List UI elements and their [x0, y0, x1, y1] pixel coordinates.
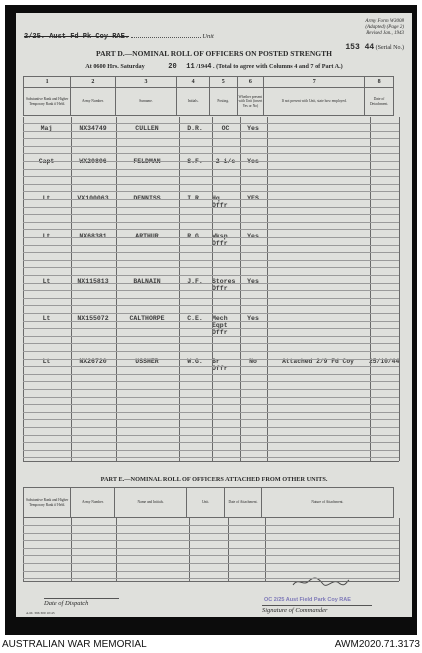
- part-d-row-rule: [23, 252, 399, 253]
- row-1-number: NX34749: [79, 125, 107, 132]
- col-num-2: 2: [71, 77, 115, 88]
- row-7-surname: USSHER: [135, 358, 159, 365]
- part-d-row-rule: [23, 305, 399, 306]
- row-6-present: Yes: [247, 315, 259, 322]
- part-d-row-rule: [23, 169, 399, 170]
- army-form-page: [16, 13, 412, 617]
- row-2-present: Yes: [247, 158, 259, 165]
- date-day: 20: [168, 63, 177, 71]
- col-header-employed: If not present with Unit, state how employed.: [264, 88, 365, 116]
- row-2-posting: 2 i/c: [215, 158, 236, 165]
- unit-line: [24, 33, 214, 41]
- part-d-row-rule: [23, 199, 399, 200]
- part-d-row-rule: [23, 161, 399, 162]
- part-d-row-rule: [23, 260, 399, 261]
- row-7-present: No: [249, 358, 257, 365]
- part-d-row-rule: [23, 313, 399, 314]
- unit-typed: 2/25. Aust Fd Pk Coy RAE.: [24, 33, 130, 41]
- e-col-header-name: Name and Initials.: [115, 488, 187, 518]
- row-3-initials: I.R.: [187, 195, 203, 202]
- part-e-row-rule: [23, 571, 399, 572]
- part-d-row-rule: [23, 419, 399, 420]
- part-d-row-rule: [23, 336, 399, 337]
- col-num-5: 5: [209, 77, 237, 88]
- serial-typed: 153 44: [345, 43, 375, 52]
- part-d-row-rule: [23, 267, 399, 268]
- row-7-number: NX26720: [79, 358, 107, 365]
- part-e-column-rule: [399, 518, 400, 581]
- part-d-row-rule: [23, 321, 399, 322]
- caption-accession: AWM2020.71.3173: [334, 639, 420, 650]
- col-header-surname: Surname.: [115, 88, 177, 116]
- part-d-row-rule: [23, 359, 399, 360]
- part-e-row-rule: [23, 540, 399, 541]
- part-e-row-rule: [23, 578, 399, 579]
- row-4-present: Yes: [247, 233, 259, 240]
- row-5-posting: Stores Offr: [212, 278, 236, 292]
- part-d-row-rule: [23, 389, 399, 390]
- part-d-row-rule: [23, 214, 399, 215]
- part-d-row-rule: [23, 123, 399, 124]
- col-num-7: 7: [264, 77, 365, 88]
- row-1-rank: Maj: [40, 125, 53, 132]
- part-d-row-rule: [23, 450, 399, 451]
- caption-institution: AUSTRALIAN WAR MEMORIAL: [2, 639, 147, 650]
- part-d-row-rule: [23, 131, 399, 132]
- print-code: A.M. 396 300 10/43: [26, 611, 55, 615]
- date-month: 11: [186, 63, 195, 71]
- form-ref-line-3: Revised Jan., 1943: [366, 31, 404, 36]
- part-d-column-rule: [399, 117, 400, 461]
- row-6-initials: C.E.: [187, 315, 203, 322]
- subtitle-prefix: At 0600 Hrs. Saturday: [85, 63, 145, 70]
- part-d-row-rule: [23, 275, 399, 276]
- row-7-date: 25/10/44: [369, 358, 400, 365]
- row-5-number: NX115813: [77, 278, 109, 285]
- row-7-initials: W.G.: [187, 358, 203, 365]
- unit-stamp: OC 2/25 Aust Field Park Coy RAE: [264, 597, 351, 603]
- part-d-row-rule: [23, 138, 399, 139]
- year-digit: 4: [207, 63, 212, 71]
- part-d-row-rule: [23, 328, 399, 329]
- part-d-row-rule: [23, 457, 399, 458]
- col-header-initials: Initials.: [177, 88, 210, 116]
- row-2-surname: FELDMAN: [133, 158, 161, 165]
- row-6-surname: CALTHORPE: [129, 315, 165, 322]
- part-e-row-rule: [23, 525, 399, 526]
- part-d-row-rule: [23, 397, 399, 398]
- row-3-surname: DENNISS: [133, 195, 161, 202]
- row-5-surname: BALNAIN: [133, 278, 161, 285]
- part-d-row-rule: [23, 343, 399, 344]
- part-d-row-rule: [23, 351, 399, 352]
- part-d-row-rule: [23, 153, 399, 154]
- col-header-detachment-date: Date of Detachment.: [365, 88, 394, 116]
- row-2-rank: Capt: [38, 158, 55, 165]
- part-d-row-rule: [23, 222, 399, 223]
- row-3-rank: Lt: [42, 195, 51, 202]
- row-4-surname: ARTHUR: [135, 233, 159, 240]
- row-1-initials: D.R.: [187, 125, 203, 132]
- signature-of-commander: [262, 605, 372, 614]
- part-d-row-rule: [23, 146, 399, 147]
- part-d-title: PART D.—NOMINAL ROLL OF OFFICERS ON POSTED STRENGTH: [96, 49, 332, 58]
- col-header-posting: Posting.: [209, 88, 237, 116]
- col-num-3: 3: [115, 77, 177, 88]
- row-4-rank: Lt: [42, 233, 51, 240]
- part-d-row-rule: [23, 245, 399, 246]
- part-e-title: PART E.—NOMINAL ROLL OF OFFICERS ATTACHED FROM OTHER UNITS.: [100, 476, 328, 483]
- part-d-row-rule: [23, 374, 399, 375]
- part-e-row-rule: [23, 548, 399, 549]
- part-d-subtitle: [16, 63, 412, 71]
- form-ref-line-1: Army Form W3008: [365, 19, 404, 24]
- row-5-present: Yes: [247, 278, 259, 285]
- form-ref-line-2: (Adapted) (Page 2): [365, 25, 404, 30]
- row-7-employed: Attached 2/9 Fd Coy: [282, 358, 354, 365]
- col-num-4: 4: [177, 77, 210, 88]
- part-d-row-rule: [23, 442, 399, 443]
- part-d-row-rule: [23, 366, 399, 367]
- row-1-surname: CULLEN: [135, 125, 159, 132]
- row-5-initials: J.F.: [187, 278, 203, 285]
- part-d-row-rule: [23, 435, 399, 436]
- row-7-posting: Br Offr: [212, 358, 228, 372]
- e-col-header-attach-date: Date of Attachment.: [225, 488, 262, 518]
- col-num-8: 8: [365, 77, 394, 88]
- col-num-6: 6: [237, 77, 264, 88]
- part-d-row-rule: [23, 283, 399, 284]
- row-4-number: NX68381: [79, 233, 107, 240]
- col-header-rank: Substantive Rank and Higher Temporary Rank if Held.: [24, 88, 71, 116]
- part-d-row-rule: [23, 412, 399, 413]
- part-d-row-rule: [23, 176, 399, 177]
- row-3-posting: Hq Offr: [212, 195, 228, 209]
- col-header-present: Whether present with Unit (insert Yes or No): [237, 88, 264, 116]
- part-d-row-rule: [23, 229, 399, 230]
- row-1-posting: OC: [221, 125, 230, 132]
- row-4-posting: Wksp Offr: [212, 233, 228, 247]
- part-e-bottom-rule: [23, 581, 399, 582]
- row-6-number: NX155072: [77, 315, 109, 322]
- row-1-present: Yes: [247, 125, 259, 132]
- row-7-rank: Lt: [42, 358, 51, 365]
- e-col-header-army-number: Army Number.: [71, 488, 115, 518]
- date-of-dispatch: [44, 598, 119, 607]
- signature-label: Signature of Commander: [262, 607, 328, 614]
- commander-signature: [291, 575, 351, 589]
- row-5-rank: Lt: [42, 278, 51, 285]
- row-6-rank: Lt: [42, 315, 51, 322]
- part-d-row-rule: [23, 207, 399, 208]
- e-col-header-nature: Nature of Attachment.: [261, 488, 393, 518]
- row-3-number: VX100063: [77, 195, 109, 202]
- part-d-row-rule: [23, 427, 399, 428]
- part-d-bottom-rule: [23, 461, 399, 462]
- subtitle-suffix: . (Total to agree with Columns 4 and 7 of Part A.): [212, 63, 343, 70]
- row-4-initials: R.G.: [187, 233, 203, 240]
- form-reference: [365, 19, 404, 37]
- e-col-header-unit: Unit.: [186, 488, 224, 518]
- part-d-row-rule: [23, 404, 399, 405]
- part-e-row-rule: [23, 533, 399, 534]
- date-of-dispatch-label: Date of Dispatch: [44, 600, 89, 607]
- part-d-row-rule: [23, 184, 399, 185]
- row-2-number: WX20806: [79, 158, 107, 165]
- year-label: /194: [196, 63, 208, 70]
- row-6-posting: Mech Eqpt Offr: [212, 315, 228, 336]
- part-d-row-rule: [23, 298, 399, 299]
- e-col-header-rank: Substantive Rank and Higher Temporary Rank if Held.: [24, 488, 71, 518]
- part-d-row-rule: [23, 290, 399, 291]
- col-header-army-number: Army Number.: [71, 88, 115, 116]
- row-3-present: YES: [247, 195, 259, 202]
- part-d-row-rule: [23, 191, 399, 192]
- col-num-1: 1: [24, 77, 71, 88]
- part-d-row-rule: [23, 237, 399, 238]
- serial-label: (Serial No.): [375, 45, 404, 51]
- part-d-header-table: [23, 76, 394, 116]
- part-e-row-rule: [23, 555, 399, 556]
- unit-label: Unit: [202, 33, 214, 40]
- row-2-initials: S.F.: [187, 158, 203, 165]
- part-e-row-rule: [23, 563, 399, 564]
- document-backing: [5, 5, 417, 635]
- part-e-header-table: [23, 487, 394, 518]
- part-d-row-rule: [23, 381, 399, 382]
